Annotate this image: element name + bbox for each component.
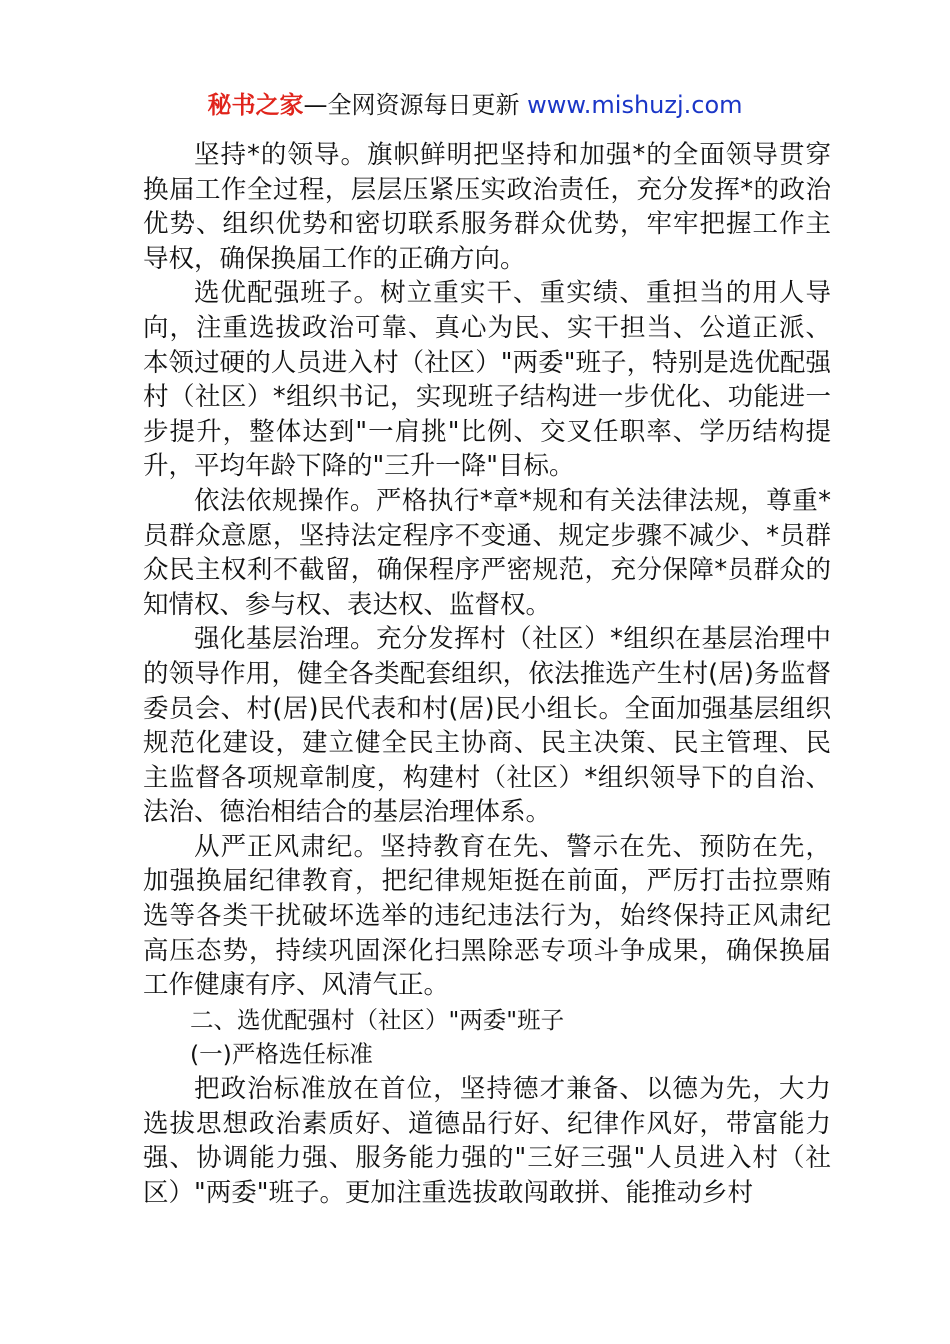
paragraph-selection-standards: 把政治标准放在首位，坚持德才兼备、以德为先，大力选拔思想政治素质好、道德品行好、纪律作风好，带富能力强、协调能力强、服务能力强的"三好三强"人员进入村（社区）"两委"班子。更加注重选拔敢闯敢拼、能推动乡村 bbox=[143, 1074, 831, 1208]
paragraph-party-leadership: 坚持*的领导。旗帜鲜明把坚持和加强*的全面领导贯穿换届工作全过程，层层压紧压实政治责任，充分发挥*的政治优势、组织优势和密切联系服务群众优势，牢牢把握工作主导权，确保换届工作的正确方向。 bbox=[143, 140, 831, 274]
section-heading: 二、选优配强村（社区）"两委"班子 bbox=[190, 1005, 565, 1034]
site-brand: 秘书之家 bbox=[207, 91, 304, 119]
site-header bbox=[0, 88, 950, 122]
document-body bbox=[143, 138, 831, 1210]
site-tagline: —全网资源每日更新 bbox=[303, 91, 528, 119]
paragraph-grassroots-governance: 强化基层治理。充分发挥村（社区）*组织在基层治理中的领导作用，健全各类配套组织，依法推选产生村(居)务监督委员会、村(居)民代表和村(居)民小组长。全面加强基层组织规范化建设，建立健全民主协商、民主决策、民主管理、民主监督各项规章制度，构建村（社区）*组织领导下的自治、法治、德治相结合的基层治理体系。 bbox=[143, 624, 831, 828]
paragraph-team-selection: 选优配强班子。树立重实干、重实绩、重担当的用人导向，注重选拔政治可靠、真心为民、实干担当、公道正派、本领过硬的人员进入村（社区）"两委"班子，特别是选优配强村（社区）*组织书记，实现班子结构进一步优化、功能进一步提升，整体达到"一肩挑"比例、交叉任职率、学历结构提升，平均年龄下降的"三升一降"目标。 bbox=[143, 278, 831, 482]
paragraph-discipline: 从严正风肃纪。坚持教育在先、警示在先、预防在先，加强换届纪律教育，把纪律规矩挺在前面，严厉打击拉票贿选等各类干扰破坏选举的违纪违法行为，始终保持正风肃纪高压态势，持续巩固深化扫黑除恶专项斗争成果，确保换届工作健康有序、风清气正。 bbox=[143, 831, 831, 1001]
paragraph-lawful-operation: 依法依规操作。严格执行*章*规和有关法律法规，尊重*员群众意愿，坚持法定程序不变通、规定步骤不减少、*员群众民主权利不截留，确保程序严密规范，充分保障*员群众的知情权、参与权、表达权、监督权。 bbox=[143, 485, 831, 620]
site-url-link[interactable]: www.mishuzj.com bbox=[527, 91, 743, 119]
subsection-heading: (一)严格选任标准 bbox=[190, 1040, 373, 1069]
